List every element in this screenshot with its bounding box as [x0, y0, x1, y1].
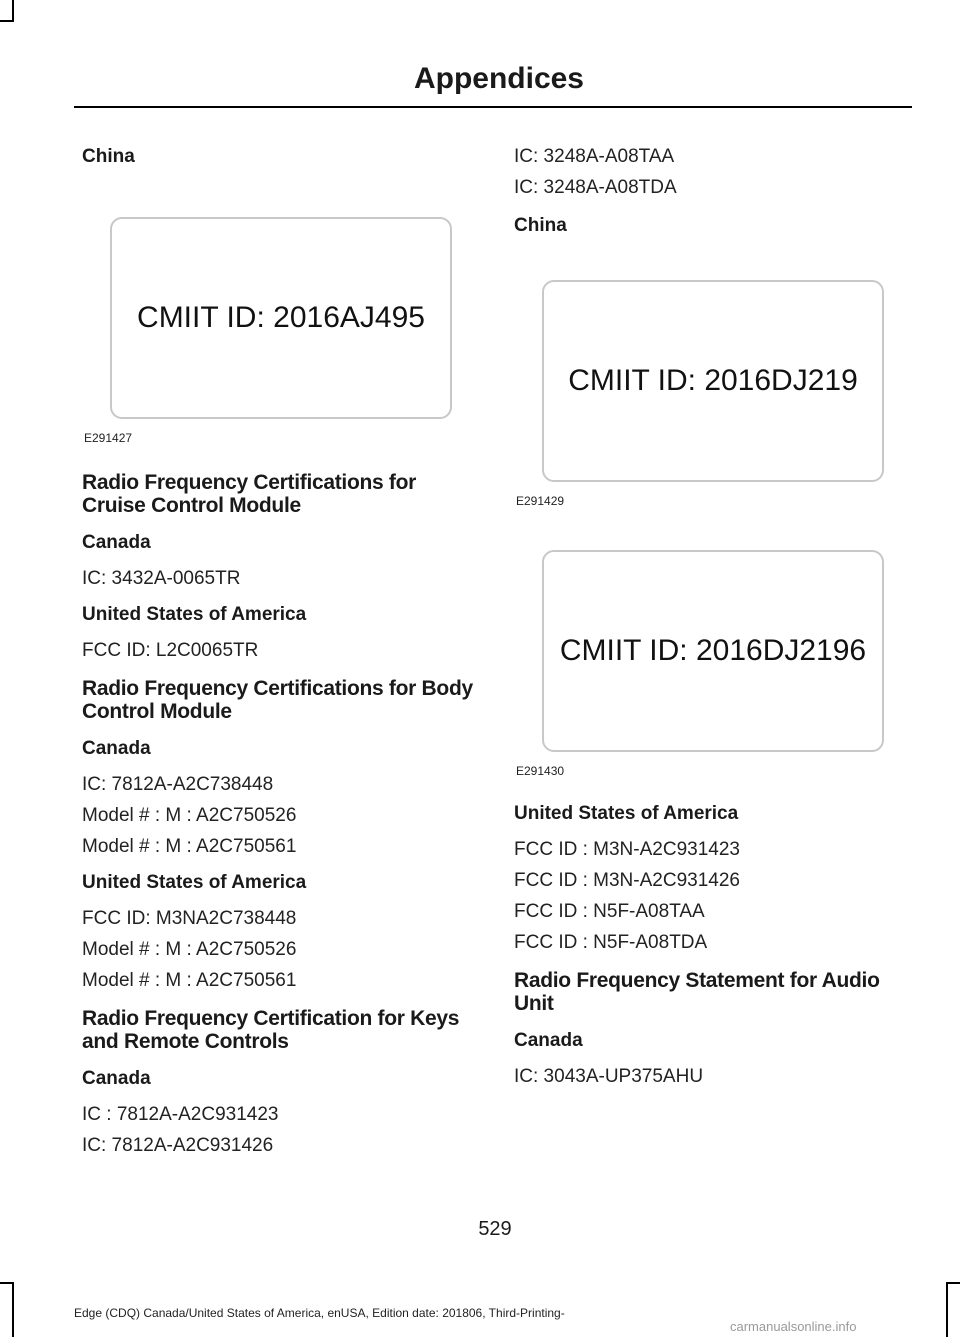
cert-line: IC: 3248A-A08TDA: [514, 177, 677, 198]
body-control-section: [82, 677, 482, 993]
figure-code: E291429: [516, 494, 565, 508]
cmiit-label-box: [542, 280, 884, 482]
section-heading: Radio Frequency Certification for Keys and Remote Controls: [82, 1007, 460, 1053]
cert-line: IC: 3043A-UP375AHU: [514, 1066, 704, 1087]
canada-heading: Canada: [82, 1068, 151, 1089]
section-heading: Radio Frequency Statement for Audio Unit: [514, 969, 880, 1015]
audio-section: [514, 969, 914, 1089]
cert-line: IC: 3432A-0065TR: [82, 568, 241, 589]
section-heading: Radio Frequency Certifications for Cruise Control Module: [82, 471, 417, 517]
cruise-control-section: [82, 471, 482, 663]
cert-line: Model # : M : A2C750526: [82, 805, 297, 826]
figure-e291430: [516, 550, 914, 778]
cert-line: FCC ID : M3N-A2C931426: [514, 870, 740, 891]
header-divider: [74, 106, 912, 108]
cert-line: FCC ID : N5F-A08TDA: [514, 932, 708, 953]
crop-mark: [0, 20, 14, 22]
cmiit-label-text: CMIIT ID: 2016AJ495: [137, 301, 425, 334]
figure-code: E291430: [516, 764, 565, 778]
usa-heading: United States of America: [82, 604, 307, 625]
cert-line: Model # : M : A2C750526: [82, 939, 297, 960]
figure-e291427: [84, 217, 482, 445]
page-number: 529: [478, 1218, 512, 1240]
crop-mark: [12, 0, 14, 22]
cert-line: IC: 3248A-A08TAA: [514, 146, 675, 167]
footer-edition: Edge (CDQ) Canada/United States of America, enUSA, Edition date: 201806, Third-Printing-: [74, 1306, 565, 1320]
cert-line: IC: 7812A-A2C738448: [82, 774, 274, 795]
usa-heading: United States of America: [514, 803, 739, 824]
right-column: [514, 145, 914, 1096]
cmiit-label-box: [110, 217, 452, 419]
china-heading: China: [82, 146, 135, 167]
cmiit-label-text: CMIIT ID: 2016DJ2196: [559, 634, 867, 667]
usa-section: [514, 802, 914, 955]
crop-mark: [0, 1282, 14, 1284]
cert-line: FCC ID : N5F-A08TAA: [514, 901, 705, 922]
cert-line: FCC ID: M3NA2C738448: [82, 908, 297, 929]
figure-e291429: [516, 280, 914, 508]
cert-line: Model # : M : A2C750561: [82, 970, 297, 991]
crop-mark: [946, 1282, 948, 1337]
cert-line: Model # : M : A2C750561: [82, 836, 297, 857]
cert-line: IC : 7812A-A2C931423: [82, 1104, 279, 1125]
figure-code: E291427: [84, 431, 133, 445]
keys-section: [82, 1007, 482, 1158]
crop-mark: [946, 1282, 960, 1284]
usa-heading: United States of America: [82, 872, 307, 893]
china-heading: China: [514, 215, 567, 236]
cert-line: IC: 7812A-A2C931426: [82, 1135, 274, 1156]
watermark: carmanualsonline.info: [730, 1319, 857, 1334]
section-heading: Radio Frequency Certifications for Body Control Module: [82, 677, 473, 723]
canada-heading: Canada: [514, 1030, 583, 1051]
canada-heading: Canada: [82, 738, 151, 759]
page-title: Appendices: [413, 62, 584, 95]
cert-line: FCC ID: L2C0065TR: [82, 640, 259, 661]
left-column: [82, 145, 482, 1165]
cert-line: FCC ID : M3N-A2C931423: [514, 839, 740, 860]
cmiit-label-text: CMIIT ID: 2016DJ219: [568, 364, 858, 397]
canada-heading: Canada: [82, 532, 151, 553]
crop-mark: [12, 1282, 14, 1337]
cmiit-label-box: [542, 550, 884, 752]
